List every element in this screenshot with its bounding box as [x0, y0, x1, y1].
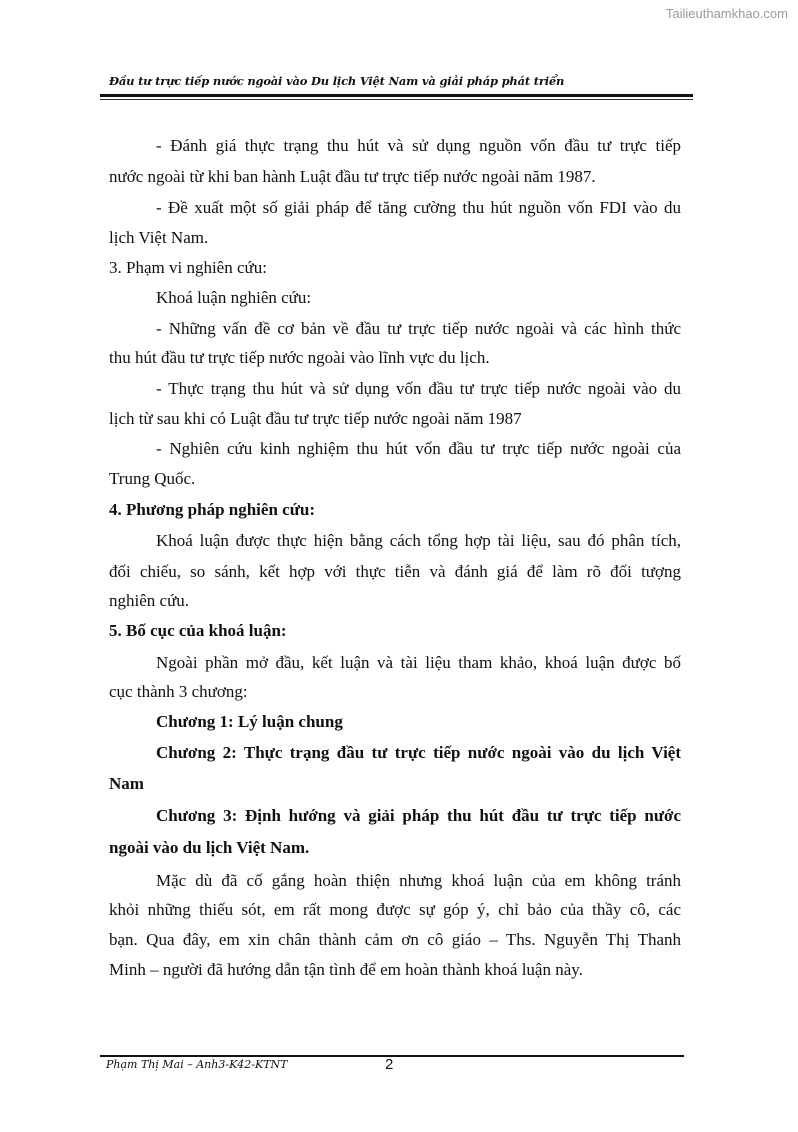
body-line: Khoá luận nghiên cứu:: [156, 288, 312, 307]
body-line: nghiên cứu.: [109, 591, 190, 610]
body-line: Minh – người đã hướng dẫn tận tình để em hoàn thành khoá luận này.: [109, 960, 583, 979]
body-line: - Nghiên cứu kinh nghiệm thu hút vốn đầu tư trực tiếp nước ngoài của: [156, 439, 681, 458]
chapter-line: Chương 2: Thực trạng đầu tư trực tiếp nước ngoài vào du lịch Việt: [156, 743, 681, 762]
chapter-line: Chương 1: Lý luận chung: [156, 712, 343, 731]
chapter-line: Chương 3: Định hướng và giải pháp thu hút đầu tư trực tiếp nước: [156, 806, 681, 825]
body-line: - Những vấn đề cơ bản về đầu tư trực tiếp nước ngoài và các hình thức: [156, 319, 681, 338]
body-line: lịch từ sau khi có Luật đầu tư trực tiếp nước ngoài năm 1987: [109, 409, 522, 428]
header-rule: [100, 94, 693, 97]
running-header: Đầu tư trực tiếp nước ngoài vào Du lịch Việt Nam và giải pháp phát triển: [109, 74, 565, 88]
body-line: đối chiếu, so sánh, kết hợp với thực tiễn và đánh giá để làm rõ đối tượng: [109, 562, 681, 581]
body-line: bạn. Qua đây, em xin chân thành cảm ơn cô giáo – Ths. Nguyễn Thị Thanh: [109, 930, 681, 949]
body-line: lịch Việt Nam.: [109, 228, 209, 247]
body-line: thu hút đầu tư trực tiếp nước ngoài vào lĩnh vực du lịch.: [109, 348, 490, 367]
page-number: 2: [385, 1056, 394, 1073]
body-line: - Thực trạng thu hút và sử dụng vốn đầu tư trực tiếp nước ngoài vào du: [156, 379, 681, 398]
header-rule-thin: [100, 99, 693, 100]
body-line: Trung Quốc.: [109, 469, 196, 488]
body-line: - Đánh giá thực trạng thu hút và sử dụng nguồn vốn đầu tư trực tiếp: [156, 136, 681, 155]
body-line: Ngoài phần mở đầu, kết luận và tài liệu tham khảo, khoá luận được bố: [156, 653, 681, 672]
chapter-line: Nam: [109, 774, 144, 793]
section-heading: 3. Phạm vi nghiên cứu:: [109, 258, 267, 277]
body-line: cục thành 3 chương:: [109, 682, 248, 701]
section-heading: 5. Bố cục của khoá luận:: [109, 621, 287, 640]
body-line: Mặc dù đã cố gắng hoàn thiện nhưng khoá luận của em không tránh: [156, 871, 681, 890]
footer-author: Phạm Thị Mai – Anh3-K42-KTNT: [106, 1058, 288, 1071]
body-line: - Đề xuất một số giải pháp để tăng cường thu hút nguồn vốn FDI vào du: [156, 198, 681, 217]
body-line: khỏi những thiếu sót, em rất mong được sự góp ý, chỉ bảo của thầy cô, các: [109, 900, 681, 919]
watermark: Tailieuthamkhao.com: [665, 6, 788, 21]
body-line: nước ngoài từ khi ban hành Luật đầu tư trực tiếp nước ngoài năm 1987.: [109, 167, 596, 186]
chapter-line: ngoài vào du lịch Việt Nam.: [109, 838, 310, 857]
section-heading: 4. Phương pháp nghiên cứu:: [109, 500, 316, 519]
body-line: Khoá luận được thực hiện bằng cách tổng hợp tài liệu, sau đó phân tích,: [156, 531, 681, 550]
